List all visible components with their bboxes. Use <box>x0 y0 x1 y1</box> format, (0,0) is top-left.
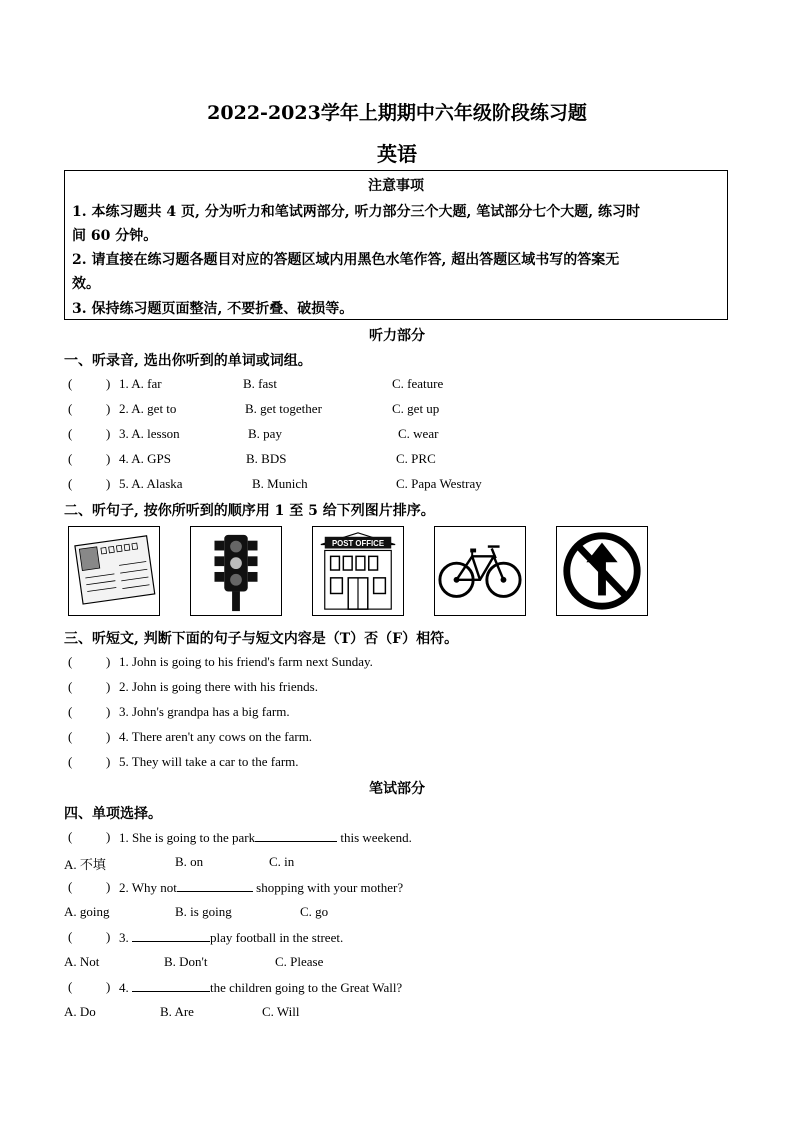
option-b: B. pay <box>248 426 282 441</box>
answer-paren-close: ) <box>106 679 111 694</box>
option-c: C. wear <box>398 426 439 441</box>
question-text: 4. <box>119 980 132 995</box>
option-c: C. get up <box>392 401 440 416</box>
postcard-image <box>68 526 160 616</box>
post-office-image <box>312 526 404 616</box>
answer-blank[interactable] <box>177 879 253 892</box>
answer-paren-close: ) <box>106 729 111 744</box>
option-b: B. BDS <box>246 451 287 466</box>
answer-paren-close: ) <box>106 979 111 994</box>
option-a: A. Do <box>64 1004 96 1019</box>
option-c: C. Papa Westray <box>396 476 482 491</box>
answer-blank[interactable] <box>132 929 210 942</box>
option-a: 4. A. GPS <box>119 451 172 466</box>
traffic-light-icon <box>191 527 281 615</box>
answer-paren-open: ( <box>68 979 73 994</box>
answer-paren-close: ) <box>106 426 111 441</box>
answer-paren-open: ( <box>68 401 73 416</box>
question-text: the children going to the Great Wall? <box>210 980 403 995</box>
answer-paren-close: ) <box>106 451 111 466</box>
postcard-icon <box>69 527 159 615</box>
section-3-title: 三、听短文, 判断下面的句子与短文内容是（T）否（F）相符。 <box>64 631 459 647</box>
answer-paren-open: ( <box>68 376 73 391</box>
option-c: C. go <box>300 904 329 919</box>
page-title: 2022-2023学年上期期中六年级阶段练习题 <box>207 102 587 124</box>
option-b: B. Are <box>160 1004 194 1019</box>
notice-box <box>64 170 728 320</box>
answer-blank[interactable] <box>255 829 337 842</box>
notice-line-2: 2. 请直接在练习题各题目对应的答题区域内用黑色水笔作答, 超出答题区域书写的答案无 <box>72 252 620 268</box>
answer-paren-close: ) <box>106 829 111 844</box>
subject-title: 英语 <box>377 142 417 166</box>
answer-paren-close: ) <box>106 376 111 391</box>
answer-paren-open: ( <box>68 729 73 744</box>
answer-paren-open: ( <box>68 679 73 694</box>
question-text: 1. She is going to the park <box>119 830 256 845</box>
question-text: play football in the street. <box>210 930 344 945</box>
notice-line-3: 3. 保持练习题页面整洁, 不要折叠、破损等。 <box>72 301 354 317</box>
answer-paren-open: ( <box>68 426 73 441</box>
statement-text: 2. John is going there with his friends. <box>119 679 318 694</box>
option-a: 1. A. far <box>119 376 162 391</box>
no-straight-sign-icon <box>557 527 647 615</box>
answer-paren-open: ( <box>68 654 73 669</box>
notice-title: 注意事项 <box>368 178 424 194</box>
answer-paren-close: ) <box>106 754 111 769</box>
option-b: B. on <box>175 854 204 869</box>
answer-paren-open: ( <box>68 476 73 491</box>
question-text: 3. <box>119 930 132 945</box>
option-b: B. is going <box>175 904 232 919</box>
option-a: 5. A. Alaska <box>119 476 183 491</box>
answer-paren-close: ) <box>106 654 111 669</box>
option-a: A. going <box>64 904 110 919</box>
post-office-sign: POST OFFICE <box>331 539 385 549</box>
question-text: this weekend. <box>337 830 412 845</box>
option-a: A. 不填 <box>64 857 106 872</box>
option-a: 3. A. lesson <box>119 426 180 441</box>
traffic-light-image <box>190 526 282 616</box>
option-b: B. get together <box>245 401 322 416</box>
statement-text: 3. John's grandpa has a big farm. <box>119 704 290 719</box>
option-b: B. Munich <box>252 476 308 491</box>
option-c: C. Will <box>262 1004 300 1019</box>
notice-line-1b: 间 60 分钟。 <box>72 228 158 244</box>
statement-text: 4. There aren't any cows on the farm. <box>119 729 313 744</box>
answer-paren-open: ( <box>68 754 73 769</box>
option-c: C. in <box>269 854 295 869</box>
question-text: shopping with your mother? <box>252 880 404 895</box>
notice-line-2b: 效。 <box>72 276 100 292</box>
statement-text: 1. John is going to his friend's farm next Sunday. <box>119 654 373 669</box>
option-a: A. Not <box>64 954 100 969</box>
no-straight-sign-image <box>556 526 648 616</box>
answer-paren-open: ( <box>68 704 73 719</box>
option-b: B. Don't <box>164 954 208 969</box>
bicycle-image <box>434 526 526 616</box>
section-1-title: 一、听录音, 选出你听到的单词或词组。 <box>64 353 312 369</box>
answer-blank[interactable] <box>132 979 210 992</box>
answer-paren-close: ) <box>106 704 111 719</box>
section-2-title: 二、听句子, 按你所听到的顺序用 1 至 5 给下列图片排序。 <box>64 503 435 519</box>
answer-paren-open: ( <box>68 879 73 894</box>
answer-paren-close: ) <box>106 929 111 944</box>
option-a: 2. A. get to <box>119 401 177 416</box>
bicycle-icon <box>435 527 525 615</box>
statement-text: 5. They will take a car to the farm. <box>119 754 299 769</box>
answer-paren-close: ) <box>106 879 111 894</box>
option-b: B. fast <box>243 376 277 391</box>
answer-paren-open: ( <box>68 829 73 844</box>
option-c: C. feature <box>392 376 444 391</box>
notice-line-1: 1. 本练习题共 4 页, 分为听力和笔试两部分, 听力部分三个大题, 笔试部分七个大题, 练习时 <box>72 204 640 220</box>
writing-part-title: 笔试部分 <box>369 781 425 797</box>
question-text: 2. Why not <box>119 880 177 895</box>
option-c: C. Please <box>275 954 324 969</box>
option-c: C. PRC <box>396 451 436 466</box>
post-office-icon <box>313 527 403 615</box>
answer-paren-close: ) <box>106 476 111 491</box>
answer-paren-open: ( <box>68 929 73 944</box>
section-4-title: 四、单项选择。 <box>64 806 162 822</box>
answer-paren-open: ( <box>68 451 73 466</box>
listening-part-title: 听力部分 <box>369 328 425 344</box>
answer-paren-close: ) <box>106 401 111 416</box>
